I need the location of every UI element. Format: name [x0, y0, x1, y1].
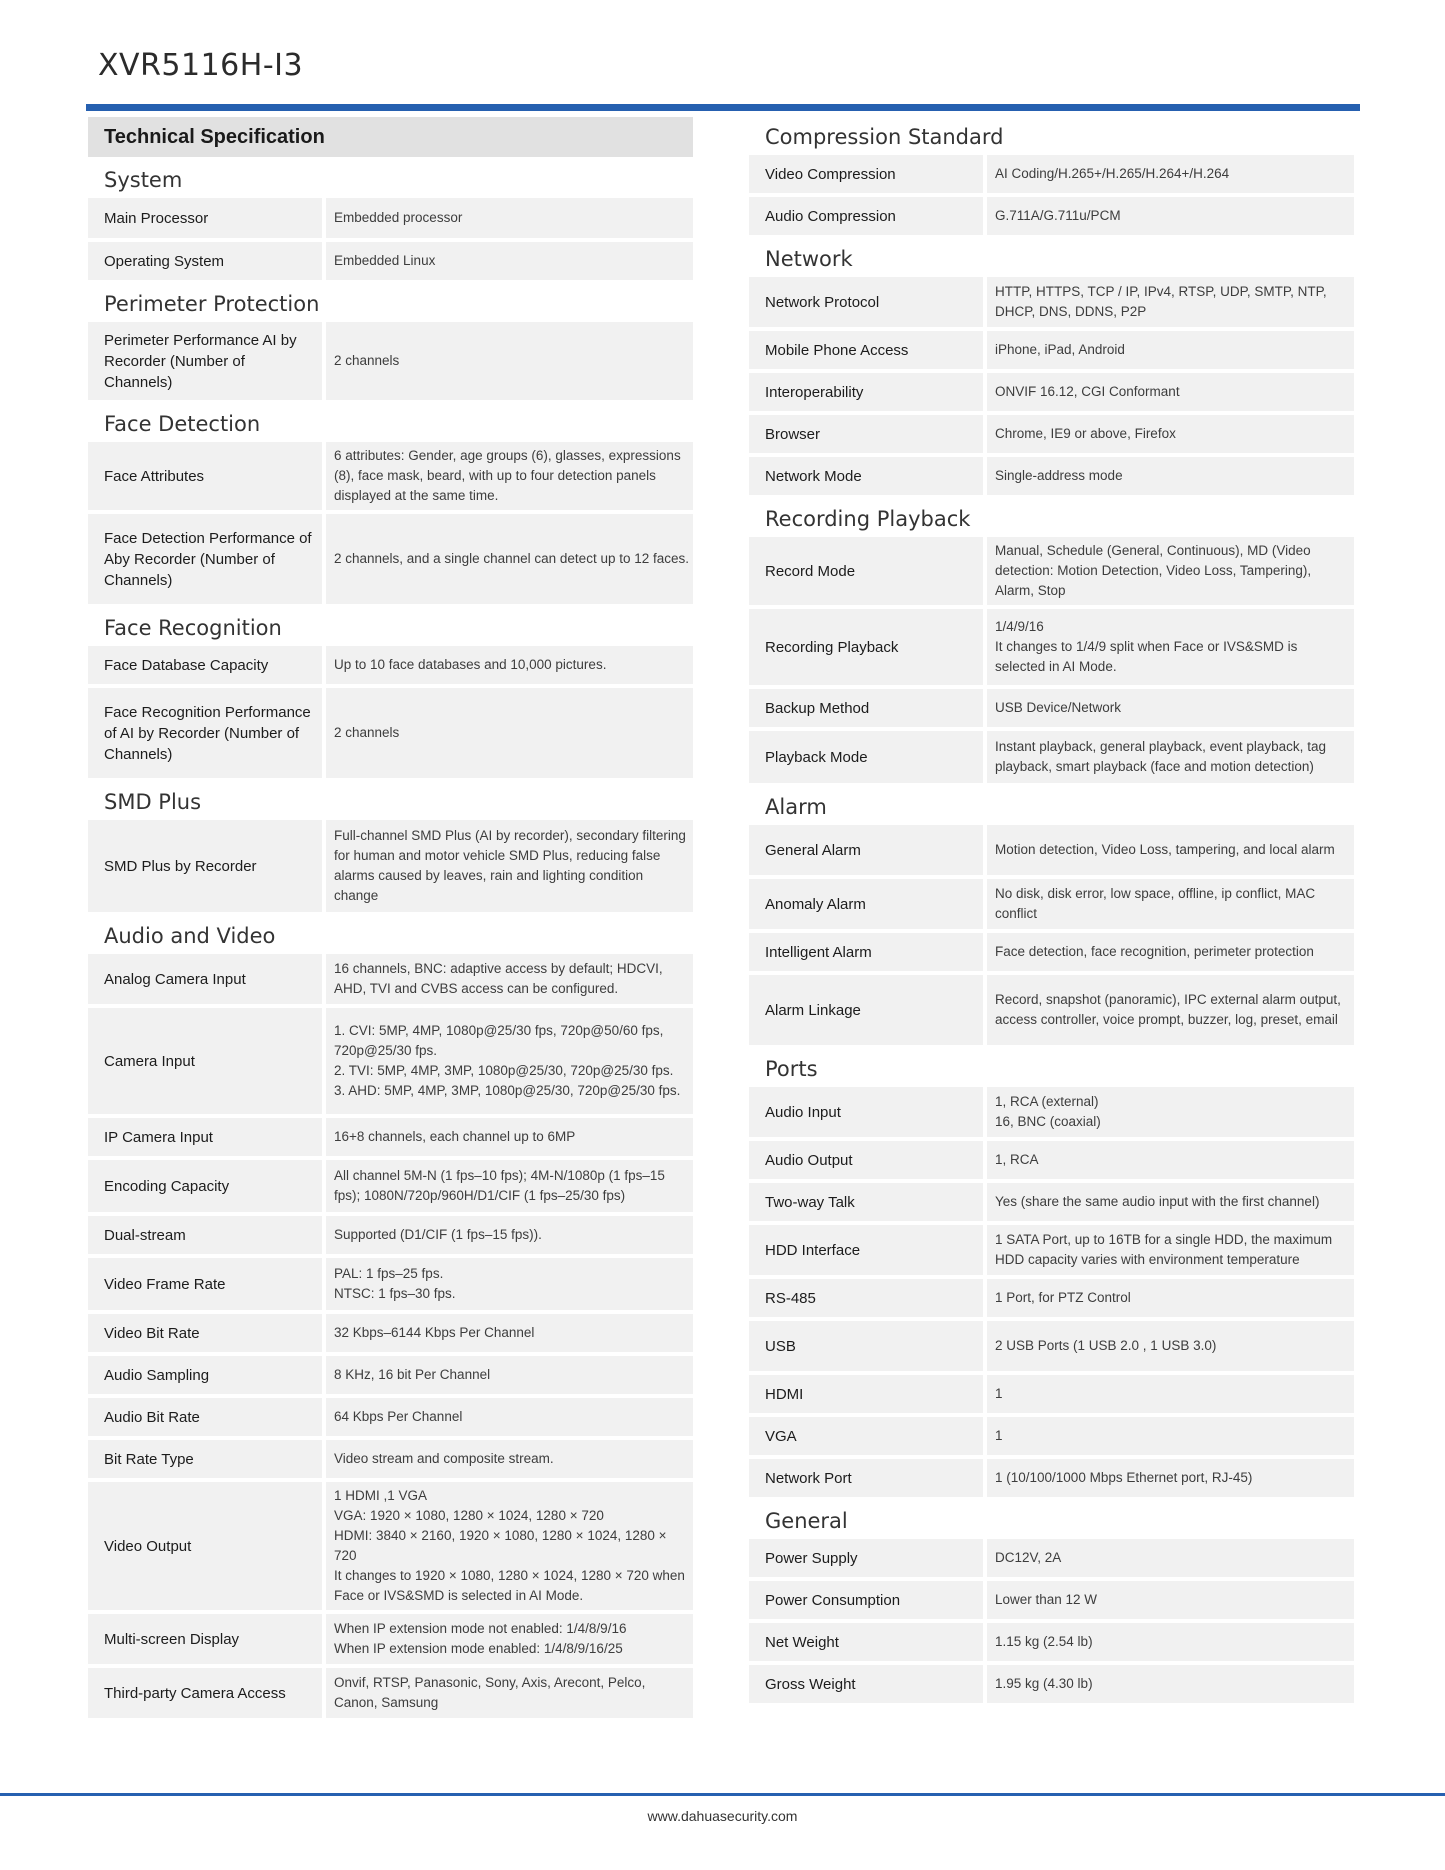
- spec-row: [88, 646, 693, 684]
- spec-label: VGA: [749, 1417, 983, 1455]
- spec-value: 1: [987, 1417, 1354, 1455]
- spec-label: Bit Rate Type: [88, 1440, 322, 1478]
- spec-label: Analog Camera Input: [88, 954, 322, 1004]
- spec-value: When IP extension mode not enabled: 1/4/8/9/16 When IP extension mode enabled: 1/4/8/9/16/25: [326, 1614, 693, 1664]
- spec-label: Encoding Capacity: [88, 1160, 322, 1212]
- spec-value: HTTP, HTTPS, TCP / IP, IPv4, RTSP, UDP, SMTP, NTP, DHCP, DNS, DDNS, P2P: [987, 277, 1354, 327]
- spec-value: Chrome, IE9 or above, Firefox: [987, 415, 1354, 453]
- spec-value: 1, RCA (external) 16, BNC (coaxial): [987, 1087, 1354, 1137]
- spec-value: 2 channels, and a single channel can detect up to 12 faces.: [326, 514, 693, 604]
- right-spec-sections: [749, 117, 1354, 1703]
- spec-value: 1 Port, for PTZ Control: [987, 1279, 1354, 1317]
- spec-row: [749, 277, 1354, 327]
- spec-label: Audio Output: [749, 1141, 983, 1179]
- spec-row: [749, 457, 1354, 495]
- spec-value: ONVIF 16.12, CGI Conformant: [987, 373, 1354, 411]
- spec-value: Lower than 12 W: [987, 1581, 1354, 1619]
- spec-value: 32 Kbps–6144 Kbps Per Channel: [326, 1314, 693, 1352]
- spec-label: Network Protocol: [749, 277, 983, 327]
- spec-row: [749, 1623, 1354, 1661]
- spec-row: [749, 1225, 1354, 1275]
- spec-row: [88, 954, 693, 1004]
- spec-row: [749, 1539, 1354, 1577]
- spec-label: Browser: [749, 415, 983, 453]
- spec-row: [88, 688, 693, 778]
- spec-row: [88, 1440, 693, 1478]
- spec-value: Instant playback, general playback, event playback, tag playback, smart playback (face and motion detection): [987, 731, 1354, 783]
- spec-row: [749, 825, 1354, 875]
- spec-label: Power Supply: [749, 1539, 983, 1577]
- spec-value: iPhone, iPad, Android: [987, 331, 1354, 369]
- footer-divider: [0, 1793, 1445, 1796]
- spec-row: [88, 1614, 693, 1664]
- spec-label: General Alarm: [749, 825, 983, 875]
- spec-row: [749, 975, 1354, 1045]
- spec-row: [88, 514, 693, 604]
- spec-value: 1: [987, 1375, 1354, 1413]
- spec-label: Playback Mode: [749, 731, 983, 783]
- spec-row: [749, 1581, 1354, 1619]
- spec-row: [749, 933, 1354, 971]
- spec-row: [749, 1279, 1354, 1317]
- header-divider: [86, 104, 1360, 111]
- spec-label: Intelligent Alarm: [749, 933, 983, 971]
- spec-label: Video Compression: [749, 155, 983, 193]
- spec-value: No disk, disk error, low space, offline, ip conflict, MAC conflict: [987, 879, 1354, 929]
- spec-row: [88, 1398, 693, 1436]
- spec-label: Alarm Linkage: [749, 975, 983, 1045]
- spec-row: [749, 331, 1354, 369]
- spec-value: 1 SATA Port, up to 16TB for a single HDD, the maximum HDD capacity varies with environment temperature: [987, 1225, 1354, 1275]
- spec-label: Audio Bit Rate: [88, 1398, 322, 1436]
- spec-value: 2 USB Ports (1 USB 2.0 , 1 USB 3.0): [987, 1321, 1354, 1371]
- spec-label: Multi-screen Display: [88, 1614, 322, 1664]
- spec-value: 16+8 channels, each channel up to 6MP: [326, 1118, 693, 1156]
- spec-label: Video Bit Rate: [88, 1314, 322, 1352]
- spec-value: Onvif, RTSP, Panasonic, Sony, Axis, Arecont, Pelco, Canon, Samsung: [326, 1668, 693, 1718]
- spec-value: Manual, Schedule (General, Continuous), MD (Video detection: Motion Detection, Video Loss, Tampering), Alarm, Stop: [987, 537, 1354, 605]
- spec-value: 1 HDMI ,1 VGA VGA: 1920 × 1080, 1280 × 1024, 1280 × 720 HDMI: 3840 × 2160, 1920 × 1080, 1280 × 1024, 1280 × 720 It changes to 1920 × 1080, 1280 × 1024, 1280 × 720 when Face or IVS&SMD is selected in AI Mode.: [326, 1482, 693, 1610]
- spec-value: Yes (share the same audio input with the first channel): [987, 1183, 1354, 1221]
- spec-row: [749, 1321, 1354, 1371]
- spec-row: [88, 242, 693, 280]
- spec-label: IP Camera Input: [88, 1118, 322, 1156]
- spec-row: [749, 1665, 1354, 1703]
- spec-label: Mobile Phone Access: [749, 331, 983, 369]
- spec-label: Operating System: [88, 242, 322, 280]
- spec-row: [88, 820, 693, 912]
- spec-value: Face detection, face recognition, perimeter protection: [987, 933, 1354, 971]
- spec-label: Dual-stream: [88, 1216, 322, 1254]
- spec-label: Camera Input: [88, 1008, 322, 1114]
- section-title: Perimeter Protection: [104, 292, 320, 316]
- spec-label: RS-485: [749, 1279, 983, 1317]
- section-title: Face Recognition: [104, 616, 282, 640]
- spec-row: [749, 373, 1354, 411]
- spec-value: 8 KHz, 16 bit Per Channel: [326, 1356, 693, 1394]
- spec-label: Audio Sampling: [88, 1356, 322, 1394]
- section-title: Alarm: [765, 795, 827, 819]
- spec-label: Gross Weight: [749, 1665, 983, 1703]
- spec-value: 64 Kbps Per Channel: [326, 1398, 693, 1436]
- spec-value: AI Coding/H.265+/H.265/H.264+/H.264: [987, 155, 1354, 193]
- footer-url: www.dahuasecurity.com: [647, 1808, 798, 1824]
- spec-value: USB Device/Network: [987, 689, 1354, 727]
- spec-value: Up to 10 face databases and 10,000 pictures.: [326, 646, 693, 684]
- section-title: Recording Playback: [765, 507, 971, 531]
- spec-label: Face Database Capacity: [88, 646, 322, 684]
- spec-label: Face Attributes: [88, 442, 322, 510]
- spec-row: [88, 1356, 693, 1394]
- spec-row: [88, 1668, 693, 1718]
- right-column: [749, 117, 1354, 1707]
- spec-value: Record, snapshot (panoramic), IPC external alarm output, access controller, voice prompt, buzzer, log, preset, email: [987, 975, 1354, 1045]
- section-title: Compression Standard: [765, 125, 1004, 149]
- spec-row: [749, 537, 1354, 605]
- spec-row: [749, 1087, 1354, 1137]
- spec-row: [88, 442, 693, 510]
- spec-value: 1.95 kg (4.30 lb): [987, 1665, 1354, 1703]
- spec-row: [749, 155, 1354, 193]
- spec-label: Third-party Camera Access: [88, 1668, 322, 1718]
- spec-label: USB: [749, 1321, 983, 1371]
- spec-label: Audio Compression: [749, 197, 983, 235]
- spec-value: Supported (D1/CIF (1 fps–15 fps)).: [326, 1216, 693, 1254]
- spec-row: [749, 197, 1354, 235]
- spec-value: PAL: 1 fps–25 fps. NTSC: 1 fps–30 fps.: [326, 1258, 693, 1310]
- spec-row: [88, 1216, 693, 1254]
- section-title: System: [104, 168, 183, 192]
- spec-row: [88, 1314, 693, 1352]
- section-title: General: [765, 1509, 848, 1533]
- spec-value: 2 channels: [326, 688, 693, 778]
- spec-value: Motion detection, Video Loss, tampering, and local alarm: [987, 825, 1354, 875]
- section-title: Audio and Video: [104, 924, 276, 948]
- spec-label: Perimeter Performance AI by Recorder (Number of Channels): [88, 322, 322, 400]
- spec-row: [88, 1482, 693, 1610]
- spec-label: Recording Playback: [749, 609, 983, 685]
- spec-label: Network Mode: [749, 457, 983, 495]
- section-title: Ports: [765, 1057, 818, 1081]
- spec-value: Embedded Linux: [326, 242, 693, 280]
- left-spec-sections: [88, 160, 693, 1718]
- spec-row: [749, 689, 1354, 727]
- spec-label: HDMI: [749, 1375, 983, 1413]
- spec-label: Network Port: [749, 1459, 983, 1497]
- spec-label: Record Mode: [749, 537, 983, 605]
- spec-row: [749, 1459, 1354, 1497]
- spec-label: Audio Input: [749, 1087, 983, 1137]
- spec-row: [749, 609, 1354, 685]
- spec-value: 1.15 kg (2.54 lb): [987, 1623, 1354, 1661]
- spec-value: DC12V, 2A: [987, 1539, 1354, 1577]
- spec-row: [88, 1008, 693, 1114]
- spec-label: SMD Plus by Recorder: [88, 820, 322, 912]
- spec-value: 16 channels, BNC: adaptive access by default; HDCVI, AHD, TVI and CVBS access can be configured.: [326, 954, 693, 1004]
- spec-value: Video stream and composite stream.: [326, 1440, 693, 1478]
- spec-row: [749, 1375, 1354, 1413]
- spec-label: Face Detection Performance of Aby Recorder (Number of Channels): [88, 514, 322, 604]
- spec-label: Two-way Talk: [749, 1183, 983, 1221]
- spec-label: Net Weight: [749, 1623, 983, 1661]
- spec-label: Anomaly Alarm: [749, 879, 983, 929]
- spec-label: HDD Interface: [749, 1225, 983, 1275]
- spec-label: Power Consumption: [749, 1581, 983, 1619]
- spec-value: Embedded processor: [326, 198, 693, 238]
- spec-row: [749, 415, 1354, 453]
- spec-row: [749, 1417, 1354, 1455]
- section-title: Network: [765, 247, 853, 271]
- spec-header: Technical Specification: [88, 117, 693, 157]
- spec-value: Full-channel SMD Plus (AI by recorder), secondary filtering for human and motor vehicle SMD Plus, reducing false alarms caused by leaves, rain and lighting condition change: [326, 820, 693, 912]
- left-column: [88, 117, 693, 1722]
- spec-value: Single-address mode: [987, 457, 1354, 495]
- spec-row: [88, 322, 693, 400]
- spec-label: Video Output: [88, 1482, 322, 1610]
- spec-row: [88, 1118, 693, 1156]
- section-title: Face Detection: [104, 412, 261, 436]
- spec-value: 1. CVI: 5MP, 4MP, 1080p@25/30 fps, 720p@50/60 fps, 720p@25/30 fps. 2. TVI: 5MP, 4MP, 3MP, 1080p@25/30, 720p@25/30 fps. 3. AHD: 5MP, 4MP, 3MP, 1080p@25/30, 720p@25/30 fps.: [326, 1008, 693, 1114]
- spec-row: [749, 731, 1354, 783]
- spec-value: 2 channels: [326, 322, 693, 400]
- spec-row: [88, 198, 693, 238]
- spec-value: All channel 5M-N (1 fps–10 fps); 4M-N/1080p (1 fps–15 fps); 1080N/720p/960H/D1/CIF (1 fps–25/30 fps): [326, 1160, 693, 1212]
- spec-value: 1 (10/100/1000 Mbps Ethernet port, RJ-45): [987, 1459, 1354, 1497]
- spec-row: [749, 1183, 1354, 1221]
- spec-label: Main Processor: [88, 198, 322, 238]
- spec-row: [88, 1258, 693, 1310]
- spec-row: [88, 1160, 693, 1212]
- spec-label: Backup Method: [749, 689, 983, 727]
- spec-label: Interoperability: [749, 373, 983, 411]
- spec-row: [749, 879, 1354, 929]
- document-title: XVR5116H-I3: [98, 48, 304, 83]
- section-title: SMD Plus: [104, 790, 202, 814]
- spec-label: Video Frame Rate: [88, 1258, 322, 1310]
- spec-value: 1/4/9/16 It changes to 1/4/9 split when Face or IVS&SMD is selected in AI Mode.: [987, 609, 1354, 685]
- spec-label: Face Recognition Performance of AI by Recorder (Number of Channels): [88, 688, 322, 778]
- spec-row: [749, 1141, 1354, 1179]
- spec-value: 1, RCA: [987, 1141, 1354, 1179]
- spec-value: G.711A/G.711u/PCM: [987, 197, 1354, 235]
- spec-value: 6 attributes: Gender, age groups (6), glasses, expressions (8), face mask, beard, with up to four detection panels displayed at the same time.: [326, 442, 693, 510]
